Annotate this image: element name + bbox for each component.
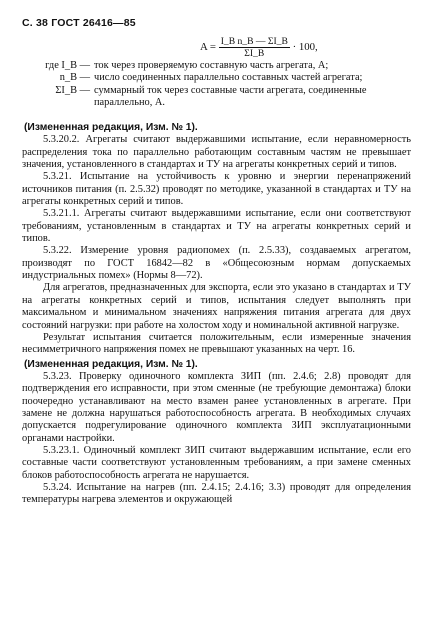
definition-text: число соединенных параллельно составных частей агрегата; xyxy=(94,72,363,84)
definition-item xyxy=(44,85,414,110)
definition-item xyxy=(44,72,414,84)
paragraph: 5.3.23.1. Одиночный комплект ЗИП считают выдержавшим испытание, если его составные части соответствуют установленным требованиям, а при замене сменных блоков работоспособность агрегата не нарушается. xyxy=(22,444,411,481)
paragraph: 5.3.24. Испытание на нагрев (пп. 2.4.15; 2.4.16; 3.3) проводят для определения температуры нагрева элементов и окружающей xyxy=(22,481,411,506)
page-header: С. 38 ГОСТ 26416—85 xyxy=(22,17,136,29)
definition-text: ток через проверяемую составную часть агрегата, А; xyxy=(94,60,329,71)
formula xyxy=(200,36,318,59)
formula-rhs: · 100, xyxy=(292,40,318,53)
definitions-list xyxy=(44,60,414,109)
paragraph: 5.3.23. Проверку одиночного комплекта ЗИП (пп. 2.4.6; 2.8) проводят для подтверждения его исправности, при этом сменные (не требующие демонтажа) блоки поочередно устанавливают на место взамен ранее установленных в агрегате. При замене не должна нарушаться работоспособность агрегата. В необходимых случаях допускается подрегулирование одиночного комплекта ЗИП эксплуатационными органами настройки. xyxy=(22,370,411,444)
document-body xyxy=(22,122,411,507)
paragraph: Результат испытания считается положительным, если измеренные значения несимметричного напряжения помех не превышают указанных на черт. 16. xyxy=(22,331,411,356)
formula-lhs: A = xyxy=(200,40,216,53)
paragraph: 5.3.22. Измерение уровня радиопомех (п. 2.5.33), создаваемых агрегатом, производят по ГОСТ 16842—82 в «Общесоюзным нормам допускаемых индустриальных помех» (Нормы 8—72). xyxy=(22,245,411,282)
paragraph: 5.3.20.2. Агрегаты считают выдержавшими испытание, если неравномерность распределения тока по параллельно работающим составным частям не превышает значения, установленного в стандартах и ТУ на агрегаты конкретных серий и типов. xyxy=(22,134,411,171)
definition-label: n_B — xyxy=(59,72,90,84)
definition-item xyxy=(44,60,414,72)
formula-fraction xyxy=(219,36,290,59)
formula-denominator: ΣI_B xyxy=(244,48,265,59)
definition-label: где I_B — xyxy=(45,60,90,71)
amendment-note: (Измененная редакция, Изм. № 1). xyxy=(24,358,198,370)
amendment-note: (Измененная редакция, Изм. № 1). xyxy=(24,122,198,133)
definition-text: суммарный ток через составные части агрегата, соединенные параллельно, А. xyxy=(94,84,367,109)
paragraph: Для агрегатов, предназначенных для экспорта, если это указано в стандартах и ТУ на агрегаты конкретных серий и типов, испытания следует выполнять при максимальном и минимальном значениях напряжения питания агрегата для двух состояний нагрузки: при работе на холостом ходу и номинальной активной нагрузке. xyxy=(22,282,411,331)
definition-label: ΣI_B — xyxy=(55,84,90,96)
formula-numerator: I_B n_B — ΣI_B xyxy=(220,36,288,47)
paragraph: 5.3.21. Испытание на устойчивость к уровню и энергии перенапряжений источников питания (п. 2.5.32) проводят по методике, указанной в стандартах и ТУ на агрегаты конкретных серий и типов. xyxy=(22,171,411,208)
paragraph: 5.3.21.1. Агрегаты считают выдержавшими испытание, если они соответствуют требованиям, установленным в стандартах и ТУ на агрегаты конкретных серий и типов. xyxy=(22,208,411,245)
